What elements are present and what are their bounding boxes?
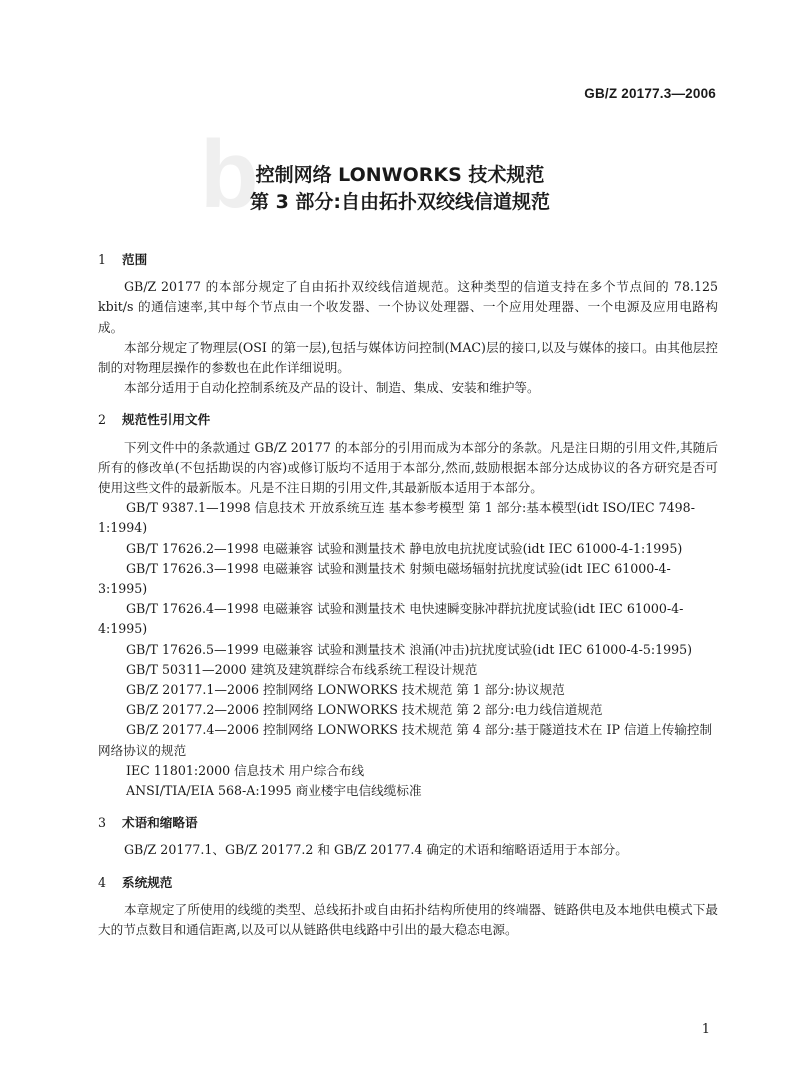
reference-item: GB/Z 20177.4—2006 控制网络 LONWORKS 技术规范 第 4 部分:基于隧道技术在 IP 信道上传输控制网络协议的规范 (98, 722, 713, 758)
reference-item: ANSI/TIA/EIA 568-A:1995 商业楼宇电信线缆标准 (126, 783, 422, 799)
section-number: 2 (98, 412, 107, 428)
section-heading-4 (98, 873, 718, 893)
paragraph: GB/Z 20177.1、GB/Z 20177.2 和 GB/Z 20177.4 确定的术语和缩略语适用于本部分。 (124, 842, 628, 858)
reference-item: GB/Z 20177.2—2006 控制网络 LONWORKS 技术规范 第 2 部分:电力线信道规范 (126, 702, 603, 718)
reference-item: GB/T 17626.2—1998 电磁兼容 试验和测量技术 静电放电抗扰度试验(idt IEC 61000-4-1:1995) (126, 540, 683, 556)
reference-item: GB/T 50311—2000 建筑及建筑群综合布线系统工程设计规范 (126, 661, 478, 677)
section-title: 范围 (122, 252, 148, 267)
reference-item: GB/T 17626.4—1998 电磁兼容 试验和测量技术 电快速瞬变脉冲群抗扰度试验(idt IEC 61000-4-4:1995) (98, 601, 684, 637)
reference-item: GB/T 17626.5—1999 电磁兼容 试验和测量技术 浪涌(冲击)抗扰度试验(idt IEC 61000-4-5:1995) (126, 641, 693, 657)
reference-item: GB/T 17626.3—1998 电磁兼容 试验和测量技术 射频电磁场辐射抗扰度试验(idt IEC 61000-4-3:1995) (98, 560, 671, 597)
document-title-line2: 第 3 部分:自由拓扑双绞线信道规范 (249, 191, 551, 213)
reference-item: IEC 11801:2000 信息技术 用户综合布线 (126, 762, 365, 778)
paragraph: GB/Z 20177 的本部分规定了自由拓扑双绞线信道规范。这种类型的信道支持在多个节点间的 78.125 kbit/s 的通信速率,其中每个节点由一个收发器、一个协议处理器、一个应用处理器、一个电源及应用电路构成。 (98, 279, 718, 335)
document-title-line1: 控制网络 LONWORKS 技术规范 (255, 164, 545, 186)
watermark: b (200, 121, 265, 228)
section-heading-3 (98, 813, 718, 833)
section-heading-2 (98, 410, 718, 430)
reference-item: GB/Z 20177.1—2006 控制网络 LONWORKS 技术规范 第 1 部分:协议规范 (126, 682, 565, 698)
section-title: 规范性引用文件 (122, 412, 211, 428)
section-number: 1 (98, 252, 107, 267)
section-heading-1 (98, 250, 718, 270)
standard-code: GB/Z 20177.3—2006 (584, 86, 716, 101)
paragraph: 本部分适用于自动化控制系统及产品的设计、制造、集成、安装和维护等。 (124, 380, 540, 396)
paragraph: 本章规定了所使用的线缆的类型、总线拓扑或自由拓扑结构所使用的终端器、链路供电及本地供电模式下最大的节点数目和通信距离,以及可以从链路供电线路中引出的最大稳态电源。 (98, 901, 718, 938)
page-number: 1 (701, 1022, 710, 1037)
section-title: 术语和缩略语 (122, 815, 198, 831)
section-number: 3 (98, 815, 107, 831)
section-title: 系统规范 (122, 874, 173, 890)
document-body (98, 250, 718, 940)
paragraph: 下列文件中的条款通过 GB/Z 20177 的本部分的引用而成为本部分的条款。凡是注日期的引用文件,其随后所有的修改单(不包括勘误的内容)或修订版均不适用于本部分,然而,鼓励根据本部分达成协议的各方研究是否可使用这些文件的最新版本。凡是不注日期的引用文件,其最新版本适用于本部分。 (98, 439, 718, 496)
reference-item: GB/T 9387.1—1998 信息技术 开放系统互连 基本参考模型 第 1 部分:基本模型(idt ISO/IEC 7498-1:1994) (98, 500, 695, 536)
section-number: 4 (98, 874, 107, 890)
paragraph: 本部分规定了物理层(OSI 的第一层),包括与媒体访问控制(MAC)层的接口,以及与媒体的接口。由其他层控制的对物理层操作的参数也在此作详细说明。 (98, 339, 718, 376)
